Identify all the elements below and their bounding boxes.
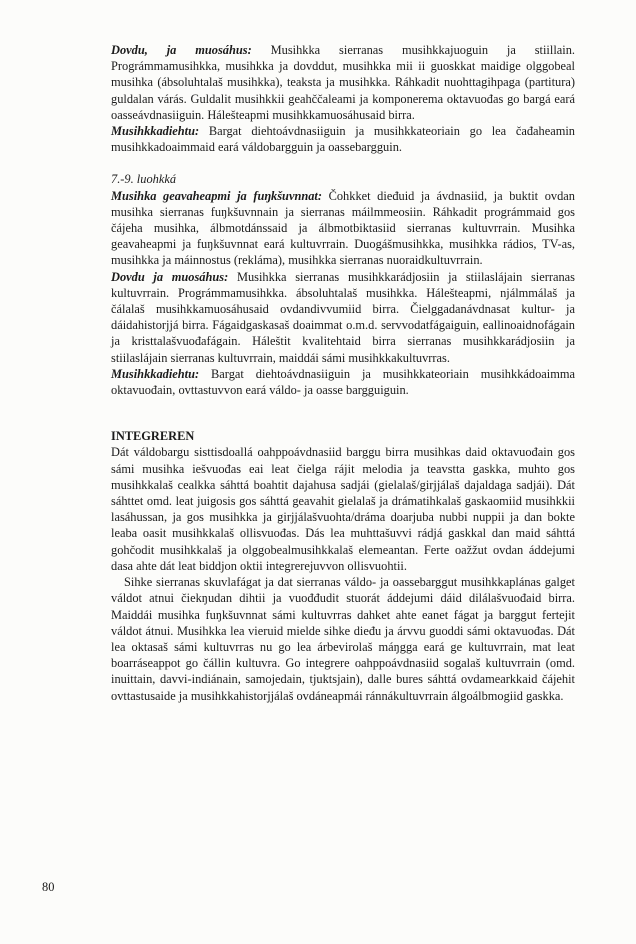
paragraph-dovdu-muosahus-1: [111, 42, 575, 123]
paragraph-integreren-2: Sihke sierranas skuvlafágat ja dat sierranas váldo- ja oassebarggut musihkkaplánas galget váldot atnui čiekŋudan dihtii ja vuođđudit stuorát áddejumi dáid dilálašvuođaid birra. Maiddái musihka fuŋkšuvnnat sámi kultuvrras dahket ahte eanet fágat ja barggut fertejit váldot átnui. Musihkka lea vieruid mielde sihke dieđu ja árvvu guoddi sámi oktavuođas. Dát lea oktasaš sámi kultuvrras nu go lea árbevirolaš máŋgga eará ge kultuvrrain, mat leat boarráseappot go čállin kultuvra. Go integrere oahppoávdnasiid sogalaš kultuvrrain (omd. inuittain, davvi-indiánain, samojedain, tjuktsjain), dalle bures sáhttá ovdamearkkaid čájehit ovttastusaide ja musihkkahistorjjálaš ovdáneapmái ránnákultuvrrain álgoálbmogiid gaskka.: [111, 575, 575, 703]
paragraph-integreren-1: Dát váldobargu sisttisdoallá oahppoávdnasiid barggu birra musihkas daid oktavuođain gos sámi musihka iešvuođas eai leat čielga rájit melodia ja teavstta gaskka, muhto gos musihkkalaš cealkka sáhttá boahtit dajahusa sadjái (gielalaš/girjjálaš dajaldaga sadjái). Dát sáhttet omd. leat juigosis gos sáhttá geavahit gielalaš ja drámatihkalaš gaskaomiid musihkkii lasáhussan, ja gos musihkka ja girjjálašvuohta/dráma doarjuba nubbi nuppii ja dan bokte leaba oasit musihkkalaš ollisvuođas. Dás lea muhttašuvvi rádjá gaskkal dan maid sáhttá gohčodit musihkkalaš ja olggobealmusihkkalaš elemeantan. Ferte oažžut ovdan áddejumi dasa ahte dát leat biddjon oktii integrerejuvvon ollisvuohtii.: [111, 445, 575, 573]
section-heading-integreren: INTEGREREN: [111, 429, 195, 444]
paragraph-lead: Dovdu, ja muosáhus:: [111, 43, 252, 57]
page-number: 80: [42, 880, 55, 894]
paragraph-lead: Musihkkadiehtu:: [111, 124, 200, 139]
paragraph-lead: Musihka geavaheapmi ja fuŋkšuvnnat:: [111, 188, 322, 203]
section-title-grades: 7.-9. luohkká: [111, 172, 177, 187]
paragraph-text: Bargat diehtoávdnasiiguin ja musihkkateoriain musihkkádoaimma oktavuođain, ovttastuvvon eará váldo- ja oasse bargguiguin.: [111, 366, 575, 398]
paragraph-lead: Musihkkadiehtu:: [111, 366, 200, 381]
paragraph-musihka-geavaheapmi: [111, 188, 575, 269]
page-body: [111, 42, 575, 704]
paragraph-text: Čohkket dieđuid ja ávdnasiid, ja buktit ovdan musihka sierranas fuŋkšuvnnain ja sierranas máilmmeosiin. Ráhkadit prográmmaid gos čájeha musihka, álbmotdánssaid ja álbmotbiktasiid sierranas kultuvrrain. Musihka geavaheapmi ja fuŋkšuvnnat eará kultuvrrain. Duogášmusihkka, musihkka rádios, TV-as, musihkka ja máinnostus (rekláma), musihkka sierranas nuoraidkultuvrrain.: [111, 188, 575, 268]
paragraph-text: Musihkka sierranas musihkkajuoguin ja stiillain. Prográmmamusihkka, musihkka ja dovddut, musihkka mii ii guoskkat maidige olggobeal musihka (ábsoluhtalaš musihkka), teaksta ja musihkka. Ráhkadit nuohttagihpaga (partitura) guldalan várás. Guldalit musihkkii geahččaleami ja komponerema oktavuođas go bargá eará oasseávdnasiiguin. Hálešteapmi musihkkamuosáhusaid birra.: [111, 43, 575, 122]
paragraph-dovdu-muosahus-2: [111, 269, 575, 366]
paragraph-musihkkadiehtu-1: [111, 123, 575, 155]
paragraph-text: Musihkka sierranas musihkkarádjosiin ja stiilaslájain sierranas kultuvrrain. Prográmmamusihkka. ábsoluhtalaš musihkka. Hálešteapmi, njálmmálaš ja čálalaš musihkkamuosáhusaid ovdandivvumiid birra. Čielggadanávdnasat kultur- ja dáidahistorjjá birra. Fágaidgaskasaš doaimmat o.m.d. servvodatfágaiguin, eallinoaidnofágain ja kristtalašvuođafágain. Háleštit kvalitehtaid birra sierranas musihkkarádjosiin ja stiilaslájain sierranas kultuvrrain, maiddái sámi musihkkakultuvrras.: [111, 269, 575, 365]
paragraph-text: Bargat diehtoávdnasiiguin ja musihkkateoriain go lea čađaheamin musihkkadoaimmaid eará váldobargguin ja oassebargguin.: [111, 124, 575, 155]
paragraph-musihkkadiehtu-2: [111, 366, 575, 398]
paragraph-lead: Dovdu ja muosáhus:: [111, 269, 229, 284]
